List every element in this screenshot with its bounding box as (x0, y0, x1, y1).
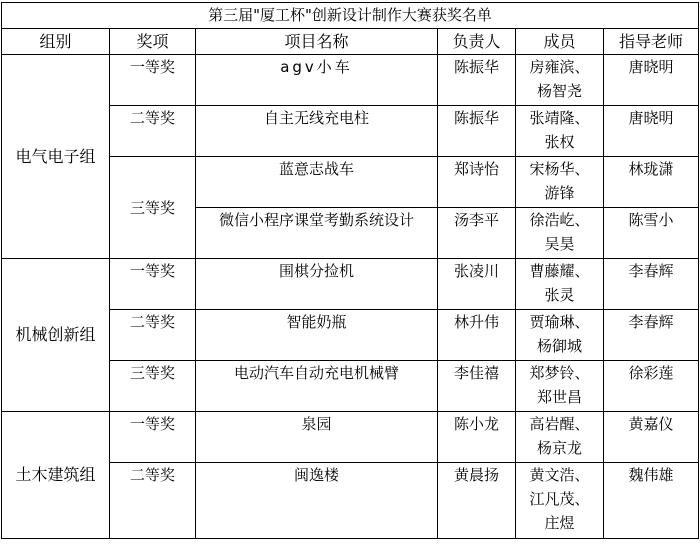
project-name: 围棋分捡机 (196, 259, 438, 310)
member-name: 高岩醒、 (529, 415, 590, 433)
member-name: 杨京龙 (536, 439, 582, 457)
award-cell: 一等奖 (110, 412, 196, 463)
header-project-name: 项目名称 (196, 29, 438, 55)
members-cell (516, 310, 604, 361)
award-cell: 三等奖 (110, 361, 196, 412)
project-name: 自主无线充电柱 (196, 106, 438, 157)
award-cell: 三等奖 (110, 157, 196, 259)
member-name: 江凡茂、 (529, 490, 590, 508)
leader-cell: 黄晨扬 (438, 463, 516, 539)
member-name: 杨智尧 (536, 82, 582, 100)
advisor-cell: 李春辉 (604, 310, 699, 361)
advisor-cell: 黄嘉仪 (604, 412, 699, 463)
award-cell: 二等奖 (110, 463, 196, 539)
group-label: 土木建筑组 (2, 412, 110, 539)
member-name: 郑世昌 (536, 388, 582, 406)
leader-cell: 林升伟 (438, 310, 516, 361)
leader-cell: 汤李平 (438, 208, 516, 259)
leader-cell: 陈振华 (438, 106, 516, 157)
members-cell (516, 463, 604, 539)
members-cell (516, 157, 604, 208)
member-name: 游锋 (544, 184, 575, 202)
member-name: 徐浩屹、 (529, 211, 590, 229)
member-name: 宋杨华、 (529, 160, 590, 178)
project-name: 电动汽车自动充电机械臂 (196, 361, 438, 412)
members-cell (516, 361, 604, 412)
member-name: 张灵 (544, 286, 575, 304)
members-cell (516, 412, 604, 463)
header-advisor: 指导老师 (604, 29, 699, 55)
project-name: 智能奶瓶 (196, 310, 438, 361)
award-cell: 一等奖 (110, 55, 196, 106)
advisor-cell: 徐彩莲 (604, 361, 699, 412)
member-name: 房雍滨、 (529, 58, 590, 76)
leader-cell: 张凌川 (438, 259, 516, 310)
header-group: 组别 (2, 29, 110, 55)
member-name: 黄文浩、 (529, 466, 590, 484)
member-name: 张靖隆、 (529, 109, 590, 127)
leader-cell: 陈振华 (438, 55, 516, 106)
group-label: 电气电子组 (2, 55, 110, 259)
members-cell (516, 106, 604, 157)
leader-cell: 陈小龙 (438, 412, 516, 463)
award-cell: 二等奖 (110, 106, 196, 157)
member-name: 张权 (544, 133, 575, 151)
table-row (2, 259, 699, 310)
member-name: 贾瑜琳、 (529, 313, 590, 331)
project-name: 泉园 (196, 412, 438, 463)
table-row (2, 55, 699, 106)
leader-cell: 郑诗怡 (438, 157, 516, 208)
award-cell: 一等奖 (110, 259, 196, 310)
table-title: 第三届"厦工杯"创新设计制作大赛获奖名单 (2, 3, 699, 29)
members-cell (516, 55, 604, 106)
table-row (2, 412, 699, 463)
advisor-cell: 林珑潇 (604, 157, 699, 208)
project-name: 微信小程序课堂考勤系统设计 (196, 208, 438, 259)
member-name: 郑梦铃、 (529, 364, 590, 382)
member-name: 杨御城 (536, 337, 582, 355)
project-name: agv小车 (196, 55, 438, 106)
leader-cell: 李佳禧 (438, 361, 516, 412)
advisor-cell: 李春辉 (604, 259, 699, 310)
advisor-cell: 唐晓明 (604, 55, 699, 106)
advisor-cell: 唐晓明 (604, 106, 699, 157)
header-leader: 负责人 (438, 29, 516, 55)
advisor-cell: 魏伟雄 (604, 463, 699, 539)
advisor-cell: 陈雪小 (604, 208, 699, 259)
member-name: 庄煜 (544, 514, 575, 532)
member-name: 曹藤耀、 (529, 262, 590, 280)
members-cell (516, 208, 604, 259)
award-cell: 二等奖 (110, 310, 196, 361)
group-label: 机械创新组 (2, 259, 110, 412)
header-members: 成员 (516, 29, 604, 55)
award-table (1, 2, 699, 539)
project-name: 蓝意志战车 (196, 157, 438, 208)
header-award: 奖项 (110, 29, 196, 55)
member-name: 吴昊 (544, 235, 575, 253)
members-cell (516, 259, 604, 310)
project-name: 闽逸楼 (196, 463, 438, 539)
